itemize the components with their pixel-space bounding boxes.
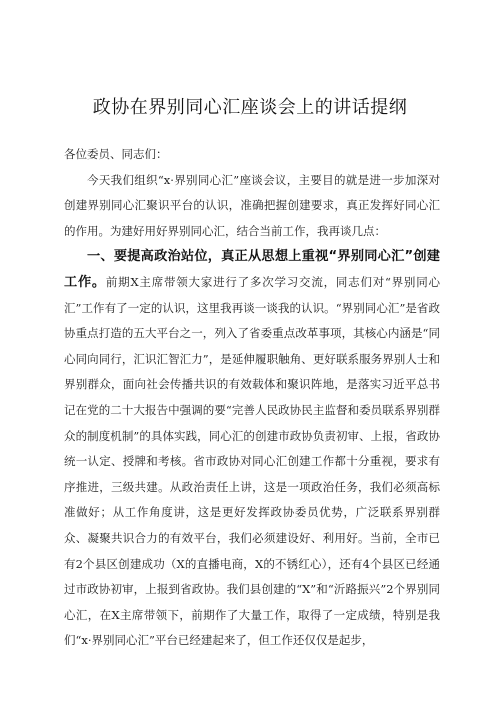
- document-body: [64, 142, 440, 654]
- intro-paragraph: 今天我们组织“x·界别同心汇”座谈会议，主要目的就是进一步加深对创建界别同心汇聚识平台的认识，准确把握创建要求，真正发挥好同心汇的作用。为建好用好界别同心汇，结合当前工作，我再谈几点：: [64, 172, 440, 238]
- greeting-paragraph: 各位委员、同志们：: [64, 147, 168, 161]
- document-title: 政协在界别同心汇座谈会上的讲话提纲: [92, 97, 408, 118]
- section-1-heading: 一、要提高政治站位，真正从思想上重视“界别同心汇”创建工作。: [64, 249, 440, 290]
- section-1-paragraph: [64, 244, 440, 654]
- section-1-body: 前期X主席带领大家进行了多次学习交流，同志们对“界别同心汇”工作有了一定的认识，这里我再谈一谈我的认识。“界别同心汇”是省政协重点打造的五大平台之一，列入了省委重点改革事项，其核心内涵是“同心同向同行，汇识汇智汇力”，是延伸履职触角、更好联系服务界别人士和界别群众，面向社会传播共识的有效载体和聚识阵地，是落实习近平总书记在党的二十大报告中强调的要“完善人民政协民主监督和委员联系界别群众的制度机制”的具体实践，同心汇的创建市政协负责初审、上报，省政协统一认定、授牌和考核。省市政协对同心汇创建工作都十分重视，要求有序推进，三级共建。从政治责任上讲，这是一项政治任务，我们必须高标准做好；从工作角度讲，这是更好发挥政协委员优势，广泛联系界别群众、凝聚共识合力的有效平台，我们必须建设好、利用好。当前，全市已有2个县区创建成功（X的直播电商，X的不锈红心），还有4个县区已经通过市政协初审，上报到省政协。我们县创建的“X”和“沂路振兴”2个界别同心汇，在X主席带领下，前期作了大量工作，取得了一定成绩，特别是我们“x·界别同心汇”平台已经建起来了，但工作还仅仅是起步，: [64, 274, 440, 648]
